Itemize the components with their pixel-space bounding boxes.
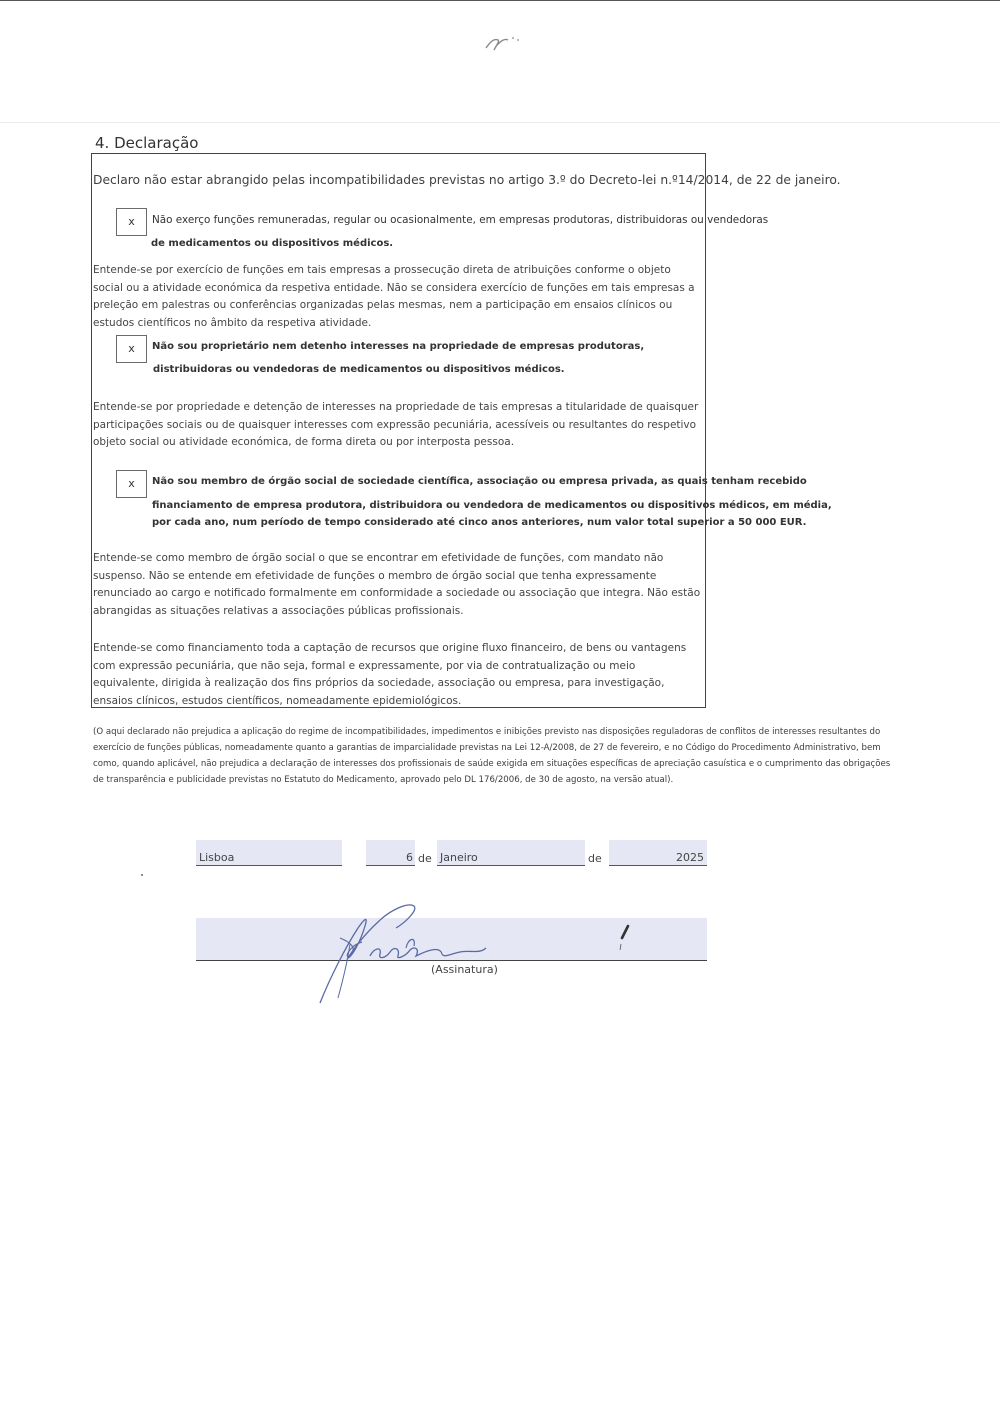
option-2-line-2: distribuidoras ou vendedoras de medicamentos ou dispositivos médicos.: [153, 364, 565, 375]
option-3-line-3: por cada ano, num período de tempo considerado até cinco anos anteriores, num valor total superior a 50 000 EUR.: [152, 517, 807, 528]
place-field[interactable]: Lisboa: [196, 840, 342, 866]
month-field[interactable]: Janeiro: [437, 840, 585, 866]
explanation-functions: Entende-se por exercício de funções em tais empresas a prossecução direta de atribuições conforme o objeto social ou a atividade económica da respetiva entidade. Não se considera exercício de funções em tais empresas a preleção em palestras ou conferências organizadas pelas mesmas, nem a participação em ensaios clínicos ou estudos científicos no âmbito da respetiva atividade.: [93, 264, 695, 329]
checkbox-no-board-membership[interactable]: x: [116, 470, 147, 498]
date-de-2: de: [588, 852, 602, 865]
explanation-board-member: Entende-se como membro de órgão social o que se encontrar em efetividade de funções, com mandato não suspenso. Não se entende em efetividade de funções o membro de órgão social que tenha expressamente renunciado ao cargo e notificado formalmente em conformidade a sociedade ou associação que integra. Não estão abrangidas as situações relativas a associações públicas profissionais.: [93, 552, 701, 617]
option-1-line-2: de medicamentos ou dispositivos médicos.: [151, 238, 394, 249]
option-2-line-1: Não sou proprietário nem detenho interesses na propriedade de empresas produtoras,: [152, 341, 645, 352]
lead-sentence: Declaro não estar abrangido pelas incompatibilidades previstas no artigo 3.º do Decreto-lei n.º14/2014, de 22 de janeiro.: [93, 173, 841, 187]
signature-caption: (Assinatura): [431, 963, 498, 976]
section-title: 4. Declaração: [95, 134, 199, 152]
checkbox-no-ownership[interactable]: x: [116, 335, 147, 363]
legal-footnote: (O aqui declarado não prejudica a aplicação do regime de incompatibilidades, impedimentos e inibições previsto nas disposições reguladoras de conflitos de interesses resultantes do exercício de funções públicas, nomeadamente quanto a garantias de imparcialidade previstas na Lei 12-A/2008, de 27 de fevereiro, e no Código do Procedimento Administrativo, bem como, quando aplicável, não prejudica a declaração de interesses dos profissionais de saúde exigida em situações específicas de apreciação casuística e o cumprimento das obrigações de transparência e publicidade previstas no Estatuto do Medicamento, aprovado pelo DL 176/2006, de 30 de agosto, na versão atual).: [93, 727, 891, 785]
page-top-border: [0, 0, 1000, 1]
option-3-line-1: Não sou membro de órgão social de sociedade científica, associação ou empresa privada, as quais tenham recebido: [152, 476, 807, 487]
scan-dot: [141, 874, 143, 876]
day-field[interactable]: 6: [366, 840, 415, 866]
date-de-1: de: [418, 852, 432, 865]
explanation-financing: Entende-se como financiamento toda a captação de recursos que origine fluxo financeiro, de bens ou vantagens com expressão pecuniária, que não seja, formal e expressamente, por via de contratualização ou meio equivalente, dirigida à realização dos fins próprios da sociedade, associação ou empresa, para investigação, ensaios clínicos, estudos científicos, nomeadamente epidemiológicos.: [93, 642, 687, 707]
scan-artifact-line: [0, 122, 1000, 123]
option-3-line-2: financiamento de empresa produtora, distribuidora ou vendedora de medicamentos ou dispositivos médicos, em média,: [152, 500, 832, 511]
checkbox-no-remunerated-functions[interactable]: x: [116, 208, 147, 236]
explanation-ownership: Entende-se por propriedade e detenção de interesses na propriedade de tais empresas a titularidade de quaisquer participações sociais ou de quaisquer interesses com expressão pecuniária, acessíveis ou resultantes do respetivo objeto social ou atividade económica, de forma direta ou por interposta pessoa.: [93, 401, 699, 448]
handwritten-signature: [310, 898, 510, 1008]
option-1-line-1: Não exerço funções remuneradas, regular ou ocasionalmente, em empresas produtoras, distribuidoras ou vendedoras: [152, 214, 769, 226]
pen-mark: [616, 924, 632, 954]
handwritten-initial-mark: [480, 28, 525, 54]
year-field[interactable]: 2025: [609, 840, 707, 866]
